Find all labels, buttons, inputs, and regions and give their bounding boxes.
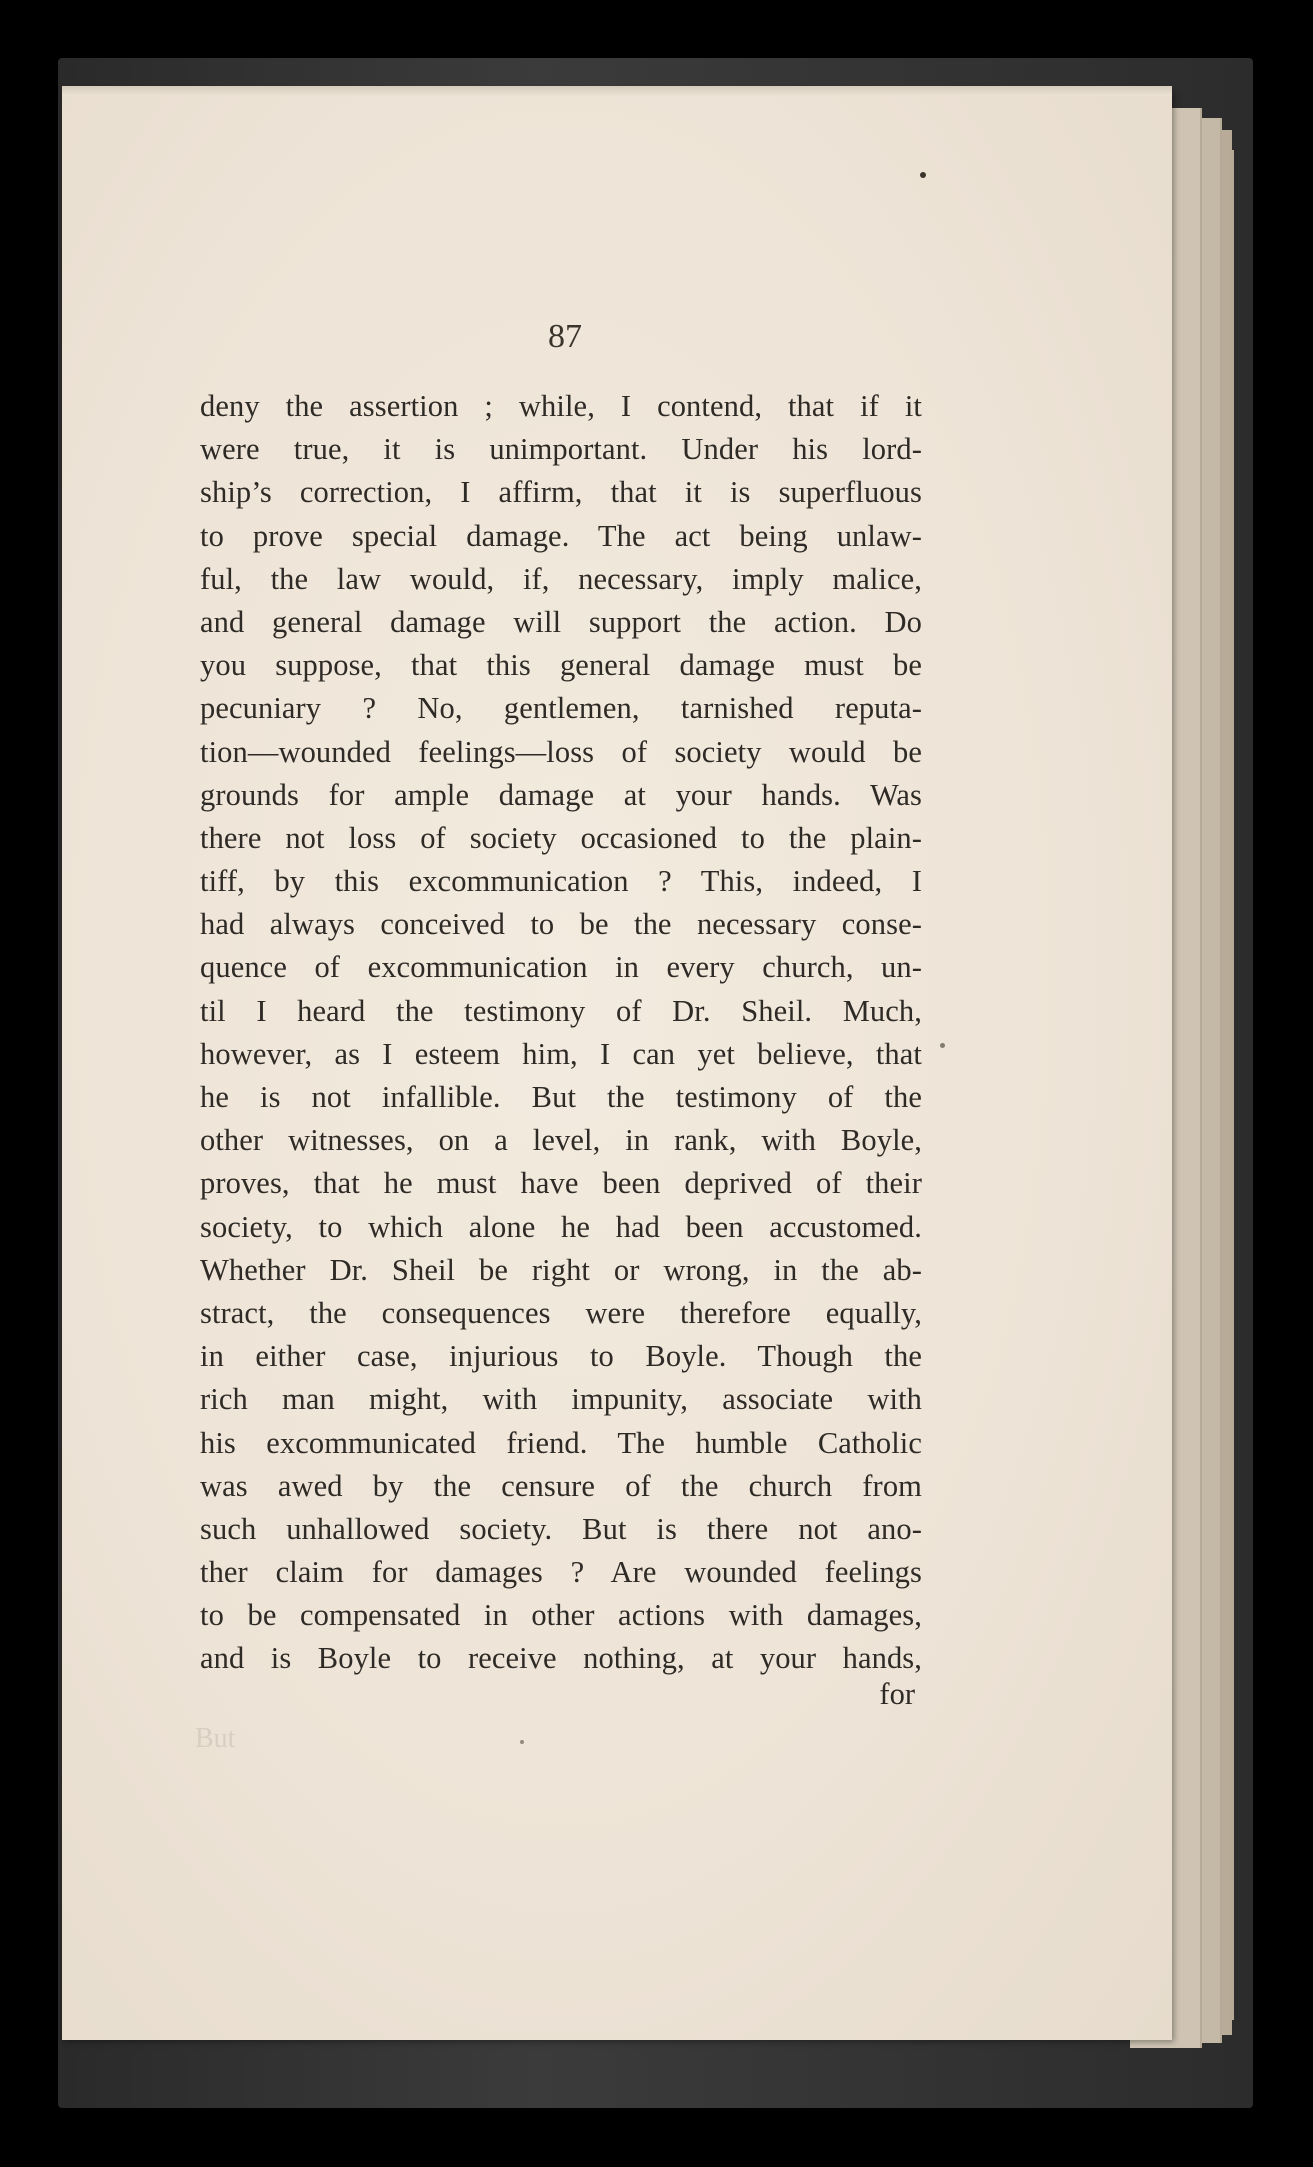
text-line: were true, it is unimportant. Under his lord- xyxy=(200,432,922,467)
page-number: 87 xyxy=(548,318,582,355)
page-top-edge xyxy=(62,86,1172,96)
catchword: for xyxy=(879,1677,915,1711)
text-line: and is Boyle to receive nothing, at your hands, xyxy=(200,1641,922,1676)
text-line: his excommunicated friend. The humble Catholic xyxy=(200,1425,922,1460)
text-line: such unhallowed society. But is there not ano- xyxy=(200,1511,922,1546)
text-line: and general damage will support the action. Do xyxy=(200,604,922,639)
ink-speck xyxy=(520,1740,524,1744)
text-line: ther claim for damages ? Are wounded feelings xyxy=(200,1555,922,1590)
text-line: there not loss of society occasioned to the plain- xyxy=(200,820,922,855)
text-line: quence of excommunication in every church, un- xyxy=(200,950,922,985)
text-line: deny the assertion ; while, I contend, that if it xyxy=(200,389,922,423)
text-line: was awed by the censure of the church from xyxy=(200,1468,922,1503)
text-line: stract, the consequences were therefore equally, xyxy=(200,1295,922,1330)
text-line: he is not infallible. But the testimony of the xyxy=(200,1080,922,1114)
text-line: in either case, injurious to Boyle. Though the xyxy=(200,1339,922,1374)
text-line: Whether Dr. Sheil be right or wrong, in the ab- xyxy=(200,1252,922,1287)
text-line: had always conceived to be the necessary conse- xyxy=(200,907,922,942)
text-line: tiff, by this excommunication ? This, indeed, I xyxy=(200,864,922,899)
text-line: ship’s correction, I affirm, that it is superfluous xyxy=(200,475,922,510)
text-line: til I heard the testimony of Dr. Sheil. Much, xyxy=(200,993,922,1028)
text-line: rich man might, with impunity, associate with xyxy=(200,1382,922,1417)
text-line: tion—wounded feelings—loss of society would be xyxy=(200,734,922,769)
text-line: society, to which alone he had been accustomed. xyxy=(200,1209,922,1244)
text-line: to be compensated in other actions with damages, xyxy=(200,1598,922,1633)
text-line: you suppose, that this general damage must be xyxy=(200,648,922,683)
show-through-text: But xyxy=(195,1723,236,1754)
ink-speck xyxy=(920,172,926,178)
text-line: other witnesses, on a level, in rank, with Boyle, xyxy=(200,1123,922,1158)
text-line: ful, the law would, if, necessary, imply malice, xyxy=(200,561,922,596)
text-line: to prove special damage. The act being unlaw- xyxy=(200,518,922,553)
text-line: pecuniary ? No, gentlemen, tarnished reputa- xyxy=(200,691,922,726)
body-text xyxy=(200,385,922,1681)
ink-speck xyxy=(940,1043,945,1048)
text-line: proves, that he must have been deprived of their xyxy=(200,1166,922,1201)
text-line: grounds for ample damage at your hands. Was xyxy=(200,777,922,812)
text-line: however, as I esteem him, I can yet believe, that xyxy=(200,1036,922,1071)
